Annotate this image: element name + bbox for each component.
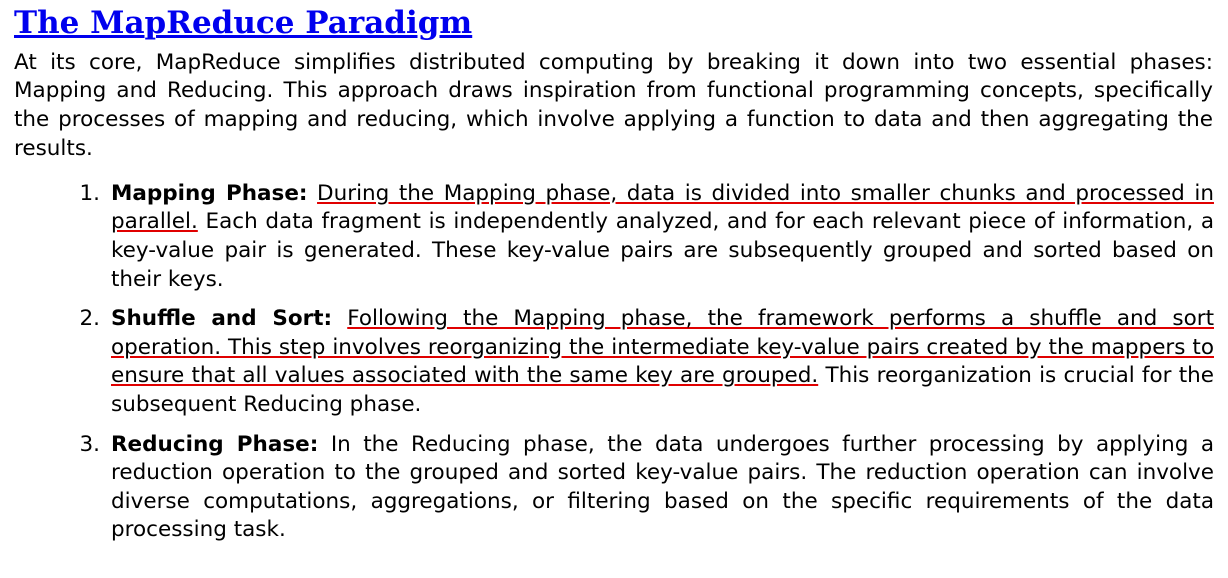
list-item-lead: Mapping Phase: (111, 180, 308, 206)
phases-list (14, 180, 1214, 545)
list-item-rest: Each data fragment is independently analyzed, and for each relevant piece of information, a key-value pair is generated. These key-value pairs are subsequently grouped and sorted based on their keys. (111, 209, 1214, 292)
intro-paragraph: At its core, MapReduce simplifies distributed computing by breaking it down into two essential phases: Mapping and Reducing. This approach draws inspiration from functional programming concepts, specifically the processes of mapping and reducing, which involve applying a function to data and then aggregating the results. (14, 49, 1213, 162)
list-item-rest: This reorganization is crucial for the subsequent Reducing phase. (111, 363, 1214, 417)
list-item (14, 305, 1214, 419)
list-item (14, 431, 1214, 545)
list-item-highlight: Following the Mapping phase, the framework performs a shuffle and sort operation. This step involves reorganizing the intermediate key-value pairs created by the mappers to ensure that all values associated with the same key are grouped. (111, 306, 1214, 389)
list-item (14, 180, 1214, 294)
document-title-link[interactable]: The MapReduce Paradigm (14, 5, 473, 41)
list-item-lead: Shuffle and Sort: (111, 306, 333, 332)
list-item-highlight: During the Mapping phase, data is divided into smaller chunks and processed in parallel. (111, 180, 1214, 235)
list-item-lead: Reducing Phase: (111, 431, 319, 457)
list-item-rest: In the Reducing phase, the data undergoes further processing by applying a reduction operation to the grouped and sorted key-value pairs. The reduction operation can involve diverse computations, aggregations, or filtering based on the specific requirements of the data processing task. (111, 431, 1215, 543)
